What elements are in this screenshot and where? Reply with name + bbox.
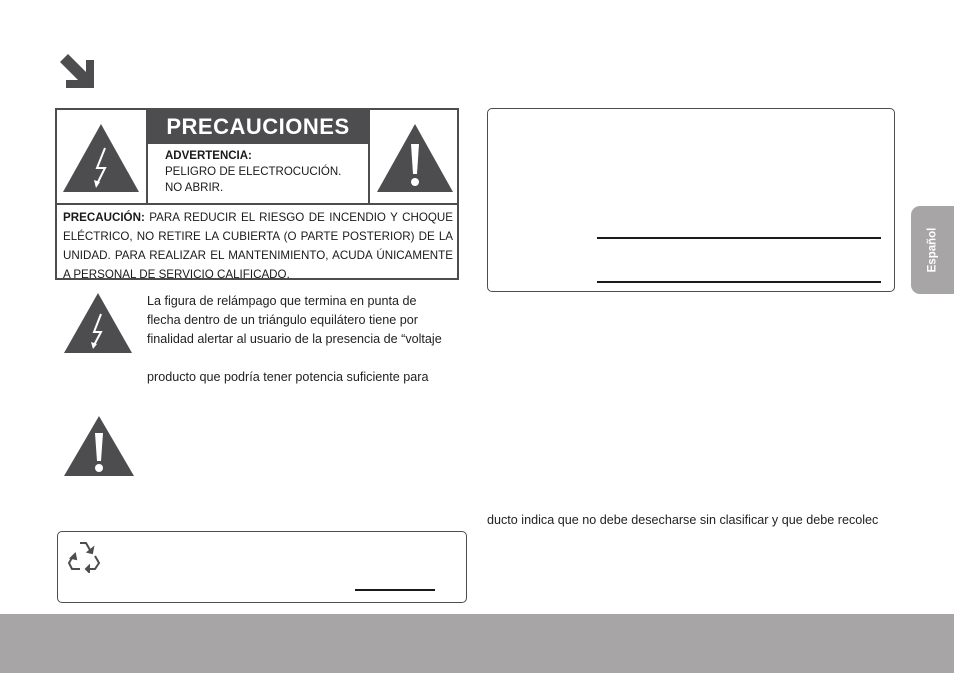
language-tab-label: Español	[926, 227, 939, 273]
warning-text-line: PELIGRO DE ELECTROCUCIÓN.	[165, 166, 342, 178]
note-line: producto que podría tener potencia suficiente para	[147, 370, 429, 384]
caution-text	[63, 208, 453, 284]
underline	[355, 589, 435, 591]
underline	[597, 281, 881, 283]
exclamation-triangle-icon	[63, 415, 135, 477]
exclamation-triangle-icon	[375, 122, 455, 194]
footer-bar	[0, 614, 954, 673]
note-line: La figura de relámpago que termina en punta de	[147, 294, 417, 308]
info-box	[487, 108, 895, 292]
precautions-box	[55, 108, 459, 280]
divider	[57, 203, 457, 205]
disposal-text: ducto indica que no debe desecharse sin clasificar y que debe recolec	[487, 513, 879, 527]
lightning-triangle-icon	[63, 292, 133, 354]
arrow-down-right-icon	[60, 54, 96, 90]
warning-heading: ADVERTENCIA:	[165, 150, 252, 162]
language-tab[interactable]	[911, 206, 954, 294]
underline	[597, 237, 881, 239]
note-line: finalidad alertar al usuario de la presencia de “voltaje	[147, 332, 442, 346]
caution-body: PARA REDUCIR EL RIESGO DE INCENDIO Y CHOQUE ELÉCTRICO, NO RETIRE LA CUBIERTA (O PARTE POSTERIOR) DE LA UNIDAD. PARA REALIZAR EL MANTENIMIENTO, ACUDA ÚNICAMENTE A PERSONAL DE SERVICIO CALIFICADO.	[63, 211, 453, 281]
lightning-triangle-icon	[61, 122, 141, 194]
lightning-note	[147, 292, 467, 387]
warning-text-line: NO ABRIR.	[165, 182, 224, 194]
caution-label: PRECAUCIÓN:	[63, 211, 145, 224]
divider	[368, 110, 370, 203]
precautions-title: PRECAUCIONES	[148, 110, 368, 144]
recycle-box	[57, 531, 467, 603]
note-line: flecha dentro de un triángulo equilátero tiene por	[147, 313, 418, 327]
recycle-icon	[66, 539, 102, 573]
